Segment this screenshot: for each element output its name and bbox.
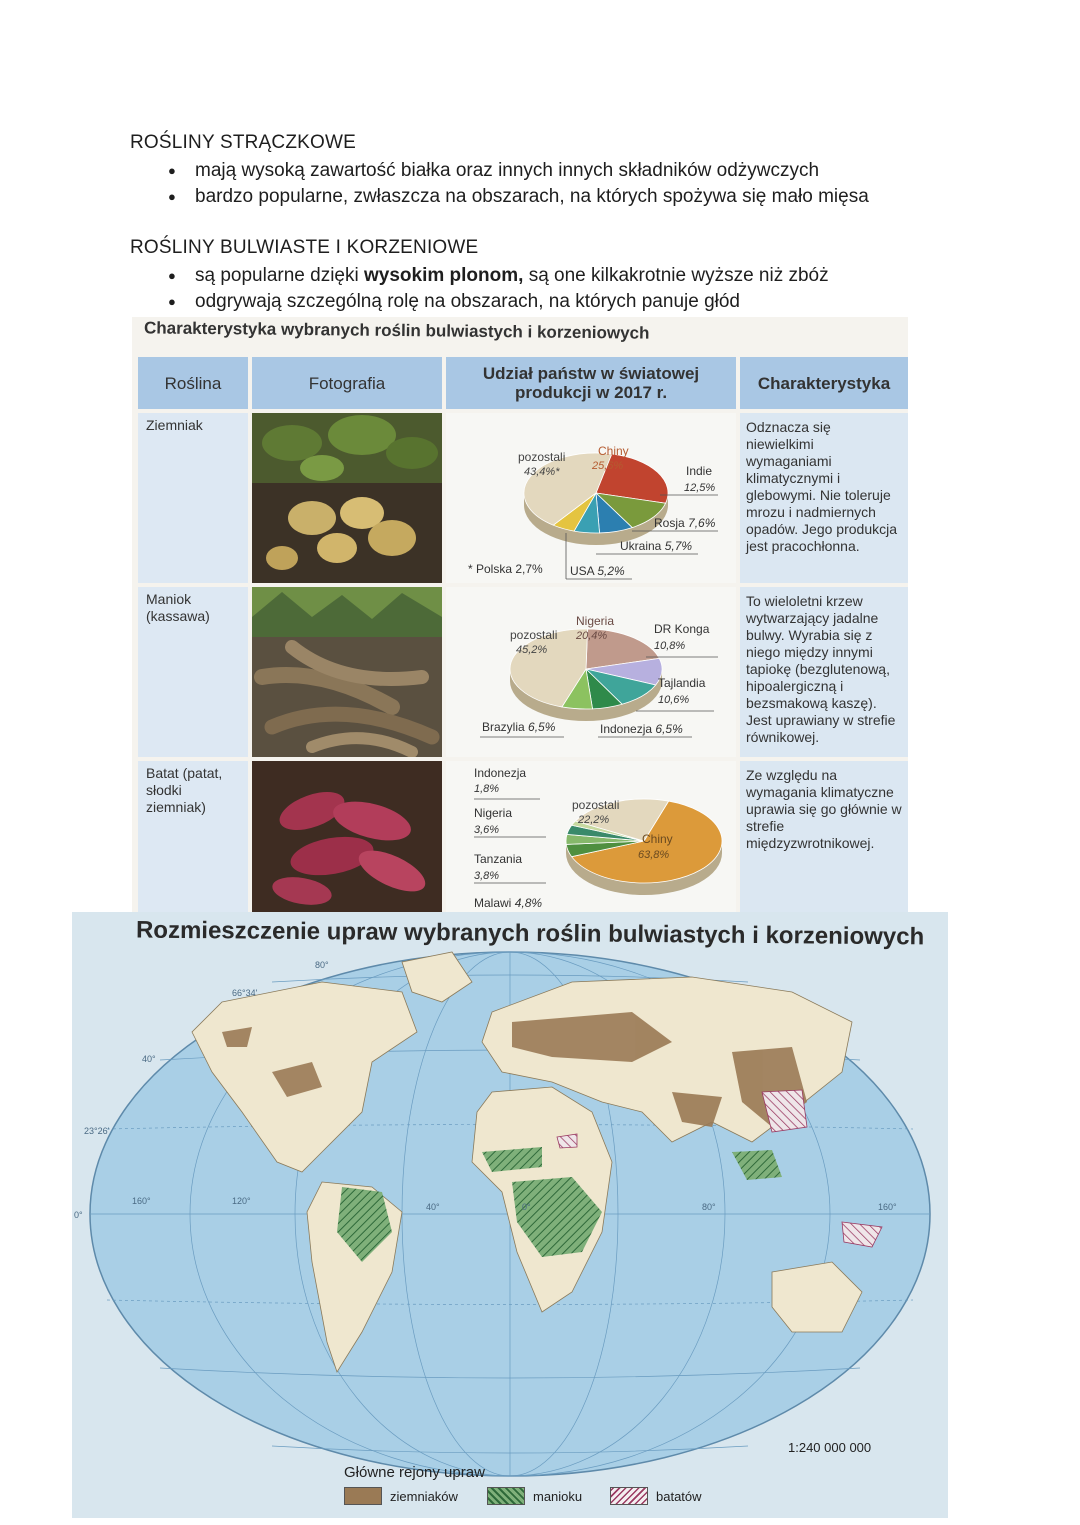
table-caption: Charakterystyka wybranych roślin bulwiastych i korzeniowych <box>143 318 650 343</box>
potato-label-china: Chiny <box>598 444 629 458</box>
svg-text:160°: 160° <box>132 1196 151 1206</box>
potato-value-others: 43,4%* <box>524 466 560 478</box>
tubers-bullet-1-post: są one kilkakrotnie wyższe niż zbóż <box>523 265 829 286</box>
tubers-section <box>130 237 1030 315</box>
cassava-label-drc: DR Konga <box>654 622 710 636</box>
svg-text:23°26': 23°26' <box>84 1126 110 1136</box>
sp-label-malawi: Malawi 4,8% <box>474 896 543 910</box>
tubers-title: ROŚLINY BULWIASTE I KORZENIOWE <box>130 237 479 258</box>
row-sweet-potato-name: Batat (patat, słodki ziemniak) <box>138 761 248 913</box>
potato-chart-cell <box>446 413 736 583</box>
svg-text:120°: 120° <box>232 1196 251 1206</box>
cassava-label-nigeria: Nigeria <box>576 614 615 628</box>
tubers-bullets <box>168 263 1030 315</box>
legend-cassava-label: manioku <box>533 1488 583 1504</box>
legumes-bullets <box>168 158 1030 210</box>
sp-label-tanzania: Tanzania <box>474 852 523 866</box>
legumes-bullet-1: ● mają wysoką zawartość białka oraz innych innych składników odżywczych <box>168 158 1030 184</box>
legend-sweet-potato-label: batatów <box>656 1488 702 1504</box>
crop-distribution-map <box>72 912 948 1518</box>
svg-text:80°: 80° <box>315 960 329 970</box>
legend-potato-swatch <box>344 1487 382 1505</box>
tuber-table <box>138 357 908 913</box>
potato-value-china: 25,6% <box>592 460 624 472</box>
cassava-value-others: 45,2% <box>516 644 548 656</box>
cassava-value-thailand: 10,6% <box>658 694 690 706</box>
cassava-label-brazil: Brazylia 6,5% <box>482 720 556 734</box>
map-title: Rozmieszczenie upraw wybranych roślin bulwiastych i korzeniowych <box>135 916 925 951</box>
potato-footnote-poland: * Polska 2,7% <box>468 562 543 576</box>
cassava-value-nigeria: 20,4% <box>576 630 608 642</box>
cassava-pie <box>510 629 662 721</box>
svg-text:40°: 40° <box>426 1202 440 1212</box>
sweet-potato-photo <box>252 761 442 913</box>
cassava-label-indonesia: Indonezja 6,5% <box>600 722 683 736</box>
tubers-bullet-1-bold: wysokim plonom, <box>364 265 524 286</box>
header-photo: Fotografia <box>252 357 442 409</box>
tubers-bullet-1 <box>168 263 1030 289</box>
potato-description: Odznacza się niewielkimi wymaganiami klimatycznymi i glebowymi. Nie toleruje mrozu i nadmiernych opadów. Jego produkcja jest pracochłonna. <box>740 413 908 583</box>
potato-label-usa: USA 5,2% <box>570 564 625 578</box>
row-potato-name: Ziemniak <box>138 413 248 583</box>
sweet-potato-pie-chart <box>446 761 736 913</box>
legend-cassava-swatch <box>487 1487 525 1505</box>
header-share: Udział państw w światowej produkcji w 2017 r. <box>446 357 736 409</box>
svg-text:0°: 0° <box>74 1210 83 1220</box>
world-map <box>72 912 948 1518</box>
map-scale: 1:240 000 000 <box>788 1440 872 1455</box>
potato-value-india: 12,5% <box>684 482 716 494</box>
potato-label-others: pozostali <box>518 450 566 464</box>
row-cassava-name: Maniok (kassawa) <box>138 587 248 757</box>
sp-value-tanzania: 3,8% <box>474 870 500 882</box>
legend-cassava <box>487 1487 582 1505</box>
sp-value-nigeria: 3,6% <box>474 824 500 836</box>
svg-text:40°: 40° <box>142 1054 156 1064</box>
cassava-description: To wieloletni krzew wytwarzający jadalne bulwy. Wyrabia się z niego między innymi tapiokę (bezglutenową, hipoalergiczną i bezsmakową kaszę). Jest uprawiany w strefie równikowej. <box>740 587 908 757</box>
legend-sweet-potato-swatch <box>610 1487 648 1505</box>
legend-potato <box>344 1487 458 1505</box>
legumes-title: ROŚLINY STRĄCZKOWE <box>130 132 357 153</box>
legend-potato-label: ziemniaków <box>390 1488 458 1504</box>
potato-label-russia: Rosja 7,6% <box>654 516 716 530</box>
potato-pie-chart <box>446 413 736 583</box>
sp-label-others: pozostali <box>572 798 620 812</box>
potato-label-india: Indie <box>686 464 713 478</box>
sp-label-nigeria: Nigeria <box>474 806 513 820</box>
cassava-chart-cell <box>446 587 736 757</box>
sp-value-china: 63,8% <box>638 849 670 861</box>
svg-text:160°: 160° <box>878 1202 897 1212</box>
header-plant: Roślina <box>138 357 248 409</box>
sweet-potato-description: Ze względu na wymagania klimatyczne uprawia się go głównie w strefie międzyzwrotnikowej. <box>740 761 908 913</box>
potato-photo <box>252 413 442 583</box>
cassava-label-thailand: Tajlandia <box>658 676 706 690</box>
potato-label-ukraine: Ukraina 5,7% <box>620 539 693 553</box>
cassava-label-others: pozostali <box>510 628 558 642</box>
sp-value-indonesia: 1,8% <box>474 783 500 795</box>
sp-value-others: 22,2% <box>578 814 610 826</box>
header-characteristic: Charakterystyka <box>740 357 908 409</box>
sp-label-indonesia: Indonezja <box>474 766 527 780</box>
svg-text:80°: 80° <box>702 1202 716 1212</box>
cassava-photo <box>252 587 442 757</box>
sp-label-china: Chiny <box>642 832 673 846</box>
tuber-table-photo <box>132 317 908 913</box>
svg-text:0°: 0° <box>522 1202 531 1212</box>
cassava-value-drc: 10,8% <box>654 640 686 652</box>
tubers-bullet-1-pre: są popularne dzięki <box>195 265 364 286</box>
legumes-bullet-2: ● bardzo popularne, zwłaszcza na obszarach, na których spożywa się mało mięsa <box>168 184 1030 210</box>
legend-title: Główne rejony upraw <box>344 1464 485 1481</box>
legend-sweet-potato <box>610 1487 702 1505</box>
sweet-potato-chart-cell <box>446 761 736 913</box>
legumes-section <box>130 132 1030 210</box>
tubers-bullet-2: ● odgrywają szczególną rolę na obszarach, na których panuje głód <box>168 289 1030 315</box>
svg-text:66°34': 66°34' <box>232 988 258 998</box>
cassava-pie-chart <box>446 587 736 757</box>
